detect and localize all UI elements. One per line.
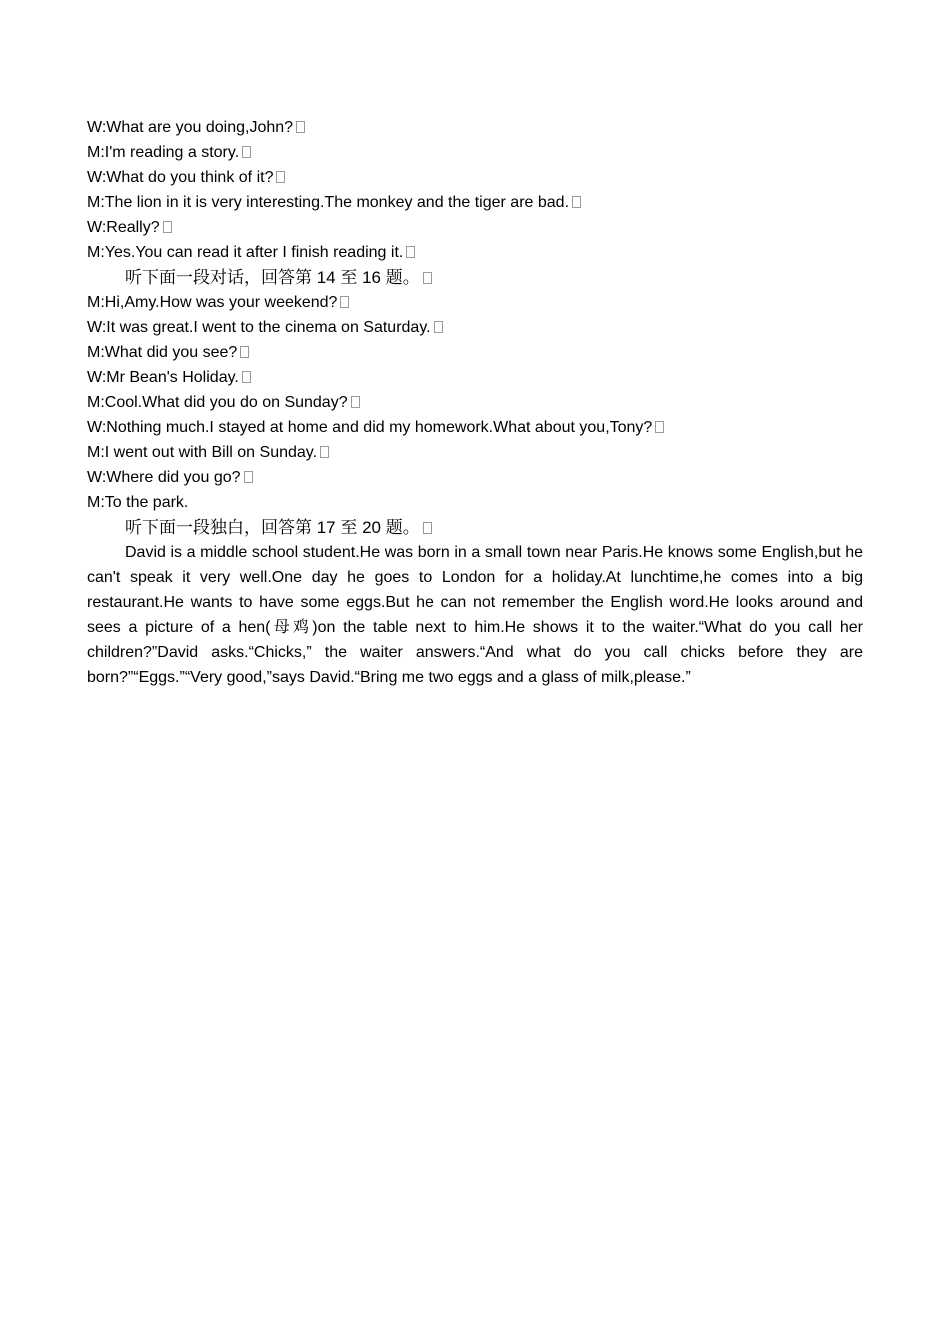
dialogue-line: M:To the park. xyxy=(87,494,189,511)
placeholder-box-icon xyxy=(244,471,253,483)
placeholder-box-icon xyxy=(423,272,432,284)
section-heading: 听下面一段对话，回答第 14 至 16 题。 xyxy=(87,265,863,290)
dialogue-line: W:It was great.I went to the cinema on Saturday. xyxy=(87,315,863,340)
placeholder-box-icon xyxy=(240,346,249,358)
dialogue-line: M:I went out with Bill on Sunday. xyxy=(87,440,863,465)
document-page xyxy=(87,115,863,690)
placeholder-box-icon xyxy=(163,221,172,233)
placeholder-box-icon xyxy=(276,171,285,183)
dialogue-line: W:Really? xyxy=(87,215,863,240)
placeholder-box-icon xyxy=(351,396,360,408)
dialogue-line: M:The lion in it is very interesting.The monkey and the tiger are bad. xyxy=(87,190,863,215)
dialogue-line: M:I'm reading a story. xyxy=(87,140,863,165)
dialogue-line: M:Cool.What did you do on Sunday? xyxy=(87,390,863,415)
placeholder-box-icon xyxy=(423,522,432,534)
placeholder-box-icon xyxy=(406,246,415,258)
placeholder-box-icon xyxy=(242,146,251,158)
monologue-paragraph: David is a middle school student.He was born in a small town near Paris.He knows some English,but he can't speak it very well.One day he goes to London for a holiday.At lunchtime,he comes into a big restaurant.He wants to have some eggs.But he can not remember the English word.He looks around and sees a picture of a hen(母鸡)on the table next to him.He shows it to the waiter.“What do you call her children?”David asks.“Chicks,” the waiter answers.“And what do you call chicks before they are born?”“Eggs.”“Very good,”says David.“Bring me two eggs and a glass of milk,please.” xyxy=(87,544,863,686)
placeholder-box-icon xyxy=(340,296,349,308)
placeholder-box-icon xyxy=(242,371,251,383)
placeholder-box-icon xyxy=(434,321,443,333)
dialogue-line: W:Where did you go? xyxy=(87,465,863,490)
dialogue-line: W:Mr Bean's Holiday. xyxy=(87,365,863,390)
placeholder-box-icon xyxy=(655,421,664,433)
dialogue-line: W:What do you think of it? xyxy=(87,165,863,190)
dialogue-line: M:What did you see? xyxy=(87,340,863,365)
placeholder-box-icon xyxy=(296,121,305,133)
dialogue-line: M:Hi,Amy.How was your weekend? xyxy=(87,290,863,315)
section-heading: 听下面一段独白，回答第 17 至 20 题。 xyxy=(87,515,863,540)
placeholder-box-icon xyxy=(320,446,329,458)
dialogue-line: W:Nothing much.I stayed at home and did my homework.What about you,Tony? xyxy=(87,415,863,440)
dialogue-line: M:Yes.You can read it after I finish reading it. xyxy=(87,240,863,265)
dialogue-line: W:What are you doing,John? xyxy=(87,115,863,140)
placeholder-box-icon xyxy=(572,196,581,208)
